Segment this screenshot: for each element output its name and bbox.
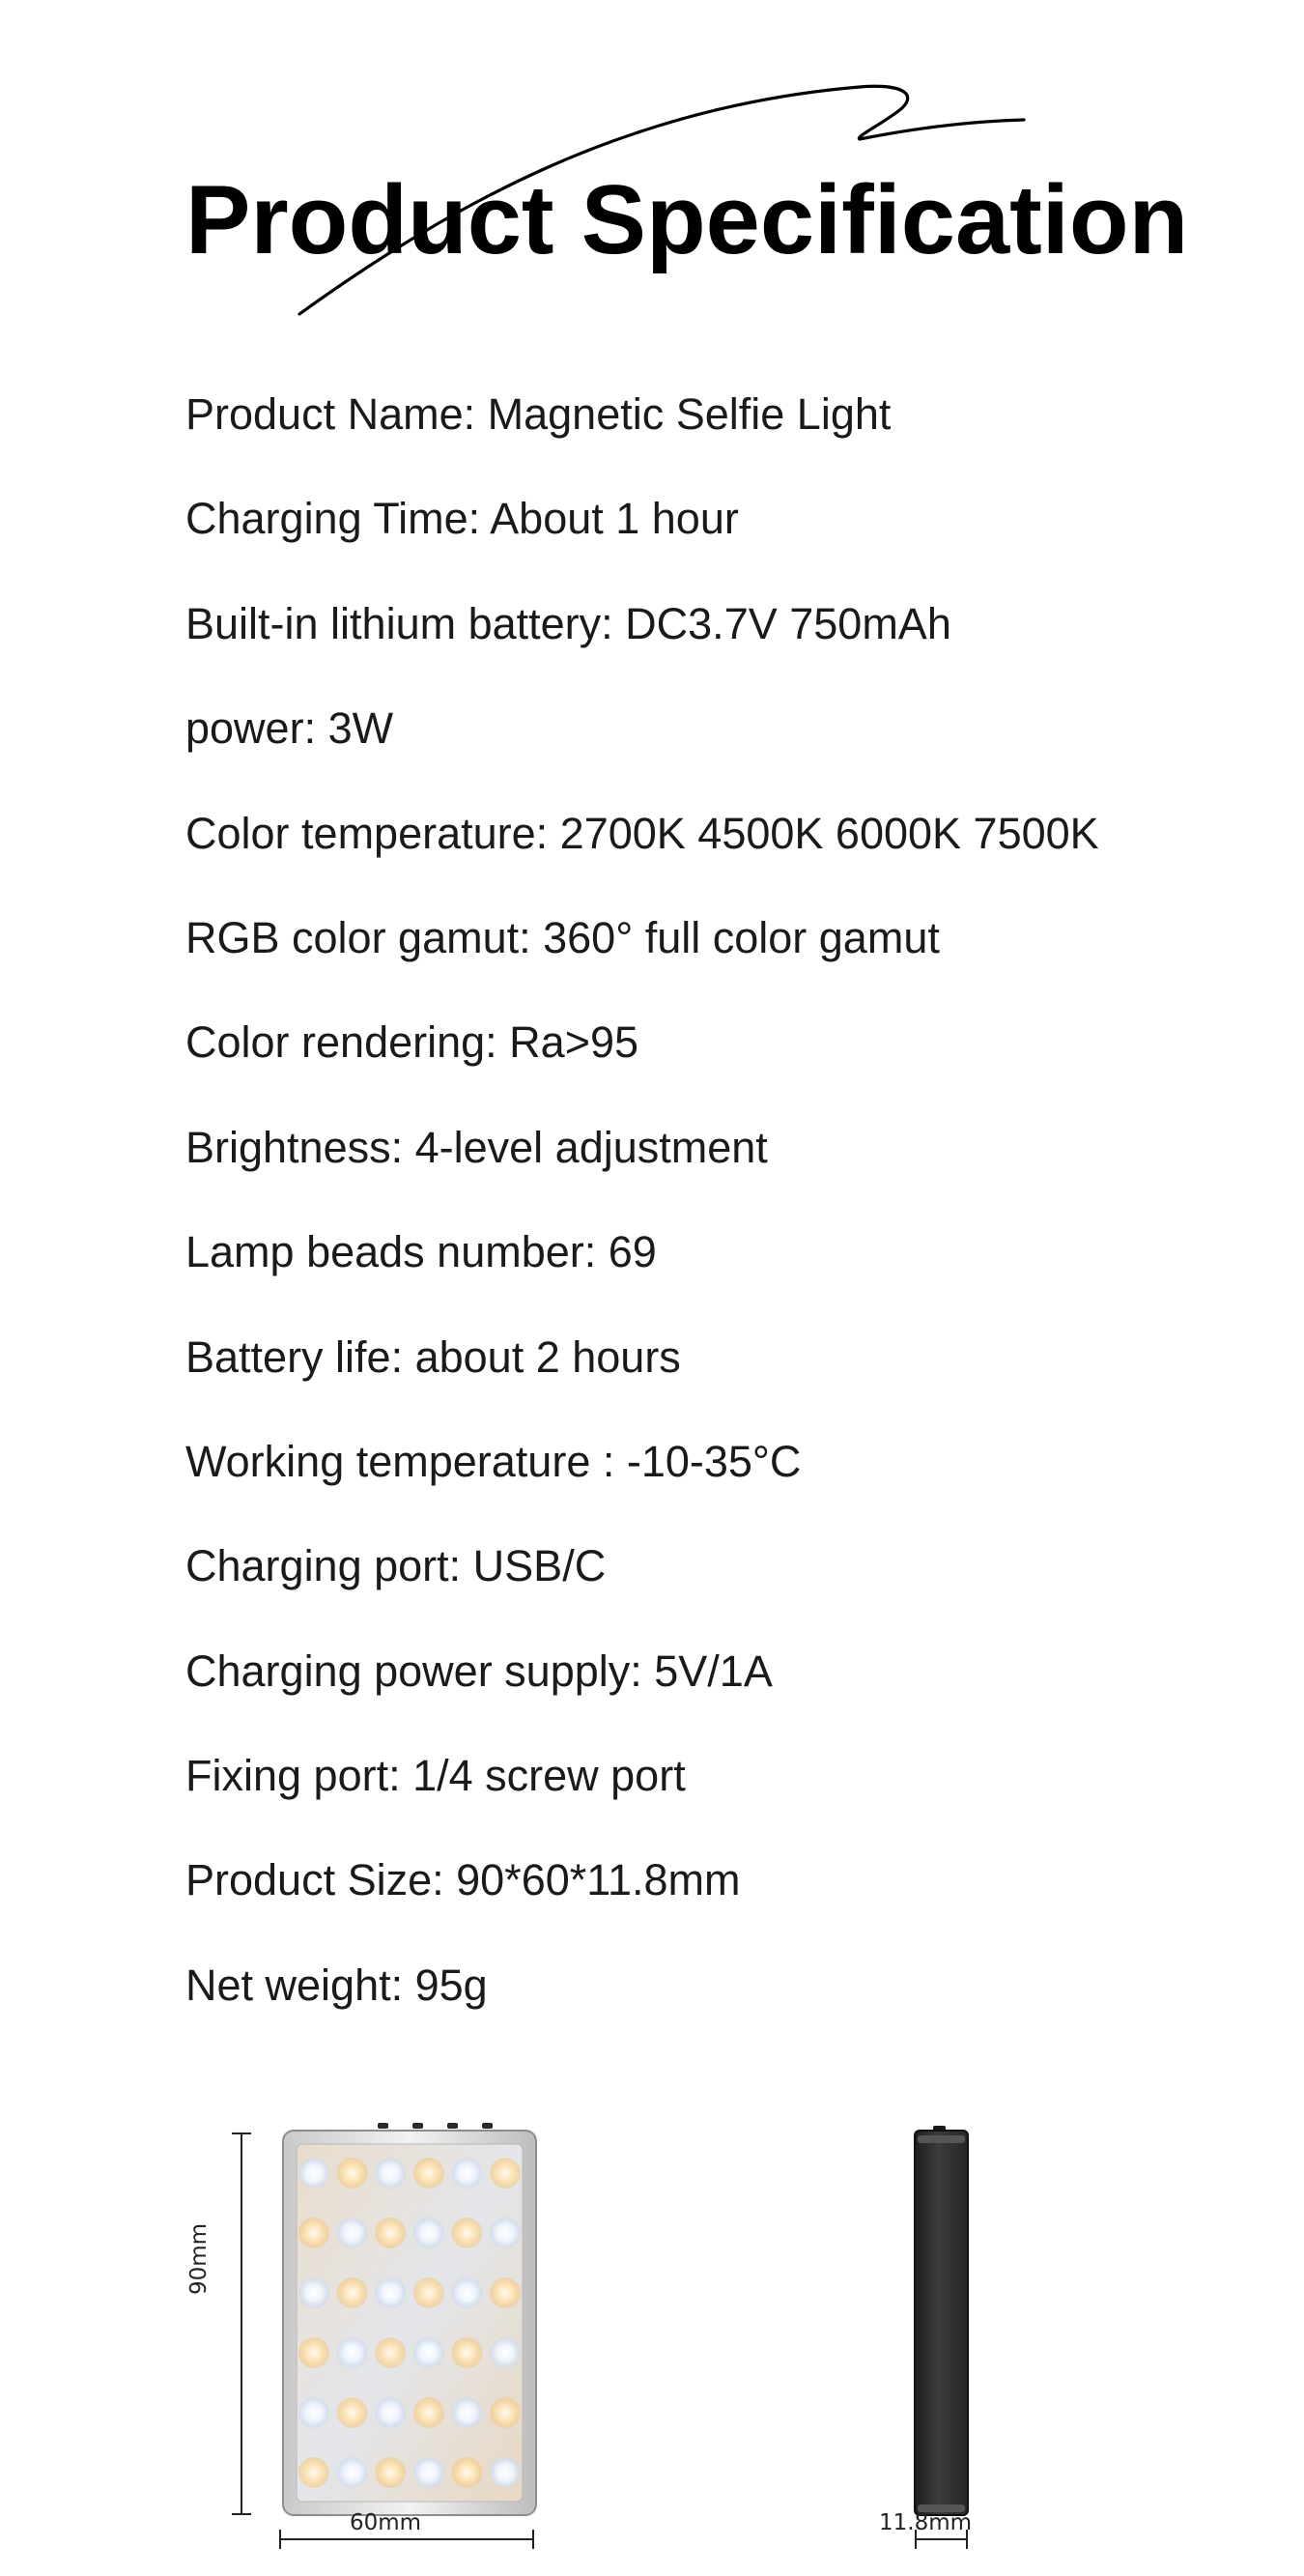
spec-lamp-beads: Lamp beads number: 69 [185,1227,657,1277]
led-bead [413,2337,444,2368]
thickness-label: 11.8mm [879,2510,973,2535]
led-bead [490,2277,521,2308]
led-bead [413,2277,444,2308]
spec-power: power: 3W [185,703,394,754]
led-bead [337,2277,368,2308]
height-dimension-line [232,2133,251,2514]
led-bead [413,2158,444,2189]
led-bead [298,2218,329,2248]
led-bead [490,2218,521,2248]
page-title: Product Specification [185,166,1189,274]
spec-product-name: Product Name: Magnetic Selfie Light [185,389,892,439]
spec-fixing-port: Fixing port: 1/4 screw port [185,1751,686,1801]
led-bead [451,2457,482,2488]
led-bead [375,2337,406,2368]
led-bead [490,2337,521,2368]
led-bead [298,2158,329,2189]
led-bead [413,2397,444,2428]
spec-color-rendering: Color rendering: Ra>95 [185,1017,639,1068]
led-bead [490,2397,521,2428]
led-bead [337,2218,368,2248]
led-bead [451,2337,482,2368]
spec-battery: Built-in lithium battery: DC3.7V 750mAh [185,598,951,648]
led-bead [337,2337,368,2368]
led-bead [451,2218,482,2248]
spec-battery-life: Battery life: about 2 hours [185,1331,681,1382]
spec-rgb-gamut: RGB color gamut: 360° full color gamut [185,912,940,962]
spec-net-weight: Net weight: 95g [185,1960,488,2010]
led-bead [298,2277,329,2308]
led-bead [375,2397,406,2428]
led-bead [375,2218,406,2248]
led-bead [375,2158,406,2189]
led-bead [375,2277,406,2308]
led-bead [375,2457,406,2488]
product-drawing [0,2077,1304,2571]
selfie-light-side [915,2126,968,2515]
spec-brightness: Brightness: 4-level adjustment [185,1122,768,1172]
spec-charging-power-supply: Charging power supply: 5V/1A [185,1646,773,1696]
led-bead [337,2397,368,2428]
led-bead [298,2397,329,2428]
spec-color-temperature: Color temperature: 2700K 4500K 6000K 7500K [185,808,1099,858]
led-bead [451,2158,482,2189]
product-dimension-figure [0,2077,1304,2571]
led-bead [337,2457,368,2488]
height-label: 90mm [186,2222,212,2295]
led-bead [490,2457,521,2488]
width-label: 60mm [350,2510,422,2535]
selfie-light-front [283,2123,536,2515]
spec-list [185,383,1099,2058]
spec-product-size: Product Size: 90*60*11.8mm [185,1855,741,1905]
spec-charging-time: Charging Time: About 1 hour [185,494,739,544]
led-bead [337,2158,368,2189]
spec-charging-port: Charging port: USB/C [185,1541,607,1591]
led-bead [413,2457,444,2488]
led-bead [490,2158,521,2189]
led-bead [298,2337,329,2368]
led-bead [413,2218,444,2248]
led-bead [451,2277,482,2308]
led-bead [451,2397,482,2428]
spec-working-temperature: Working temperature : -10-35°C [185,1436,802,1486]
led-bead [298,2457,329,2488]
